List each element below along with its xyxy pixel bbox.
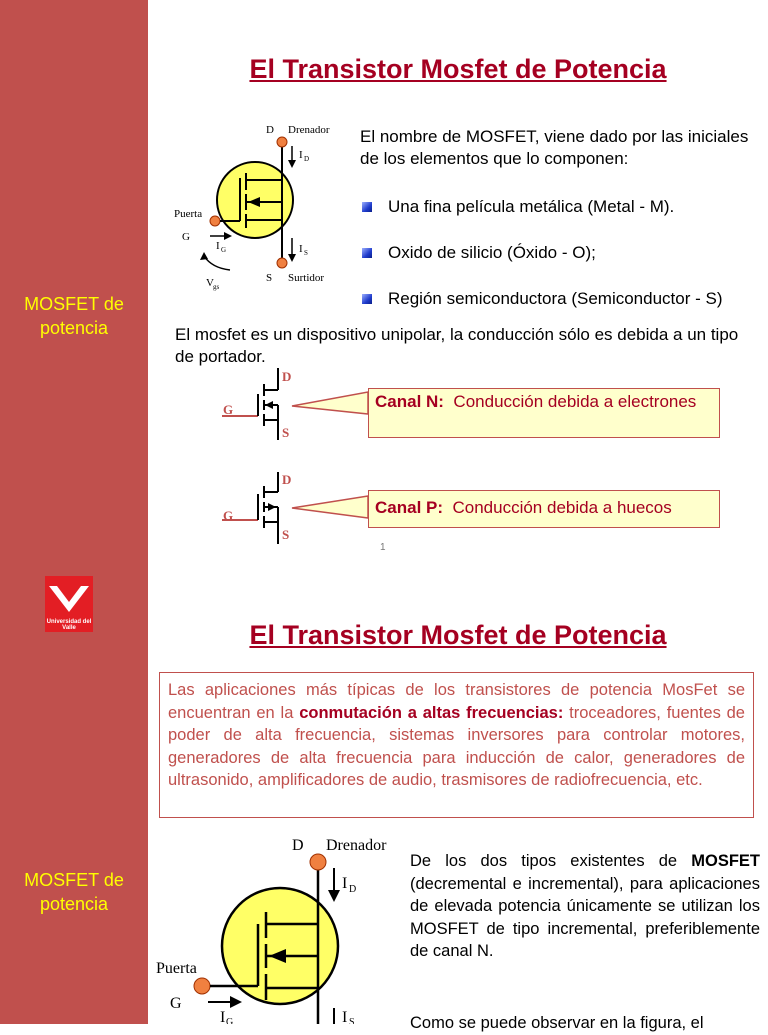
diag1-id: I [299,149,303,161]
diag2-id: I [342,875,348,892]
nchannel-symbol [218,364,378,444]
mosfet-symbol-diagram-large [150,828,405,1024]
mosfet-types-paragraph: De los dos tipos existentes de MOSFET (decremental e incremental), para aplicaciones de elevada potencia únicamente se utilizan los MOSFET de tipo incremental, preferiblemente de canal N. [410,852,760,960]
bullet-square-icon [362,294,372,304]
figure-paragraph: Como se puede observar en la figura, el [410,1014,704,1032]
nch-d: D [282,369,292,384]
diag2-id-sub: D [349,884,357,895]
diag2-is-sub: S [349,1017,355,1024]
diag1-ig: I [216,240,220,252]
bullet-2: Oxido de silicio (Óxido - O); [362,242,596,264]
diag1-is: I [299,243,303,255]
pch-d: D [282,472,292,487]
diag2-g: G [170,995,182,1012]
pchannel-symbol [218,468,378,548]
diag1-d: D [266,124,274,136]
canal-n-callout: Canal N: Conducción debida a electrones [368,388,720,438]
mosfet-symbol-diagram [170,118,350,298]
bullet-3: Región semiconductora (Semiconductor - S) [362,288,742,310]
diag2-d: D [292,837,304,854]
nch-g: G [223,402,234,417]
diag1-id-sub: D [304,155,310,163]
diag1-puerta: Puerta [174,208,203,220]
slide2-title: El Transistor Mosfet de Potencia [249,620,667,650]
intro-text: El nombre de MOSFET, viene dado por las iniciales de los elementos que lo componen: [360,127,749,168]
bullet-square-icon [362,248,372,258]
bullet-square-icon [362,202,372,212]
pch-g: G [223,508,234,523]
sidebar-label-top: MOSFET de potencia [24,294,124,338]
canal-p-callout: Canal P: Conducción debida a huecos [368,490,720,528]
diag1-g: G [182,231,190,243]
nch-s: S [282,425,290,440]
sidebar-label-bottom: MOSFET de potencia [24,870,124,914]
diag2-is: I [342,1009,348,1024]
diag1-drenador: Drenador [288,124,330,136]
applications-box: Las aplicaciones más típicas de los transistores de potencia MosFet se encuentran en la conmutación a altas frecuencias: troceadores, fuentes de poder de alta frecuencia, sistemas inversores para controlar motores, generadores de alta frecuencia para inducción de calor, generadores de ultrasonido, amplificadores de audio, trasmisores de radiofrecuencia, etc. [159,672,754,818]
university-logo [45,576,93,632]
diag2-ig: I [220,1009,226,1024]
diag1-ig-sub: G [221,246,227,254]
diag2-puerta: Puerta [156,960,197,977]
diag1-is-sub: S [304,249,308,257]
diag1-s: S [266,272,273,284]
unipolar-text: El mosfet es un dispositivo unipolar, la conducción sólo es debida a un tipo de portador. [175,325,739,366]
logo-text: Universidad del Valle [46,619,92,631]
diag1-vgs: V [206,277,214,289]
pch-s: S [282,527,290,542]
diag1-surtidor: Surtidor [288,272,325,284]
diag1-vgs-sub: gs [213,283,220,291]
page-number: 1 [380,542,386,553]
diag2-ig-sub: G [226,1017,234,1024]
diag2-drenador: Drenador [326,837,387,854]
slide1-title: El Transistor Mosfet de Potencia [249,54,667,84]
bullet-1: Una fina película metálica (Metal - M). [362,196,674,218]
